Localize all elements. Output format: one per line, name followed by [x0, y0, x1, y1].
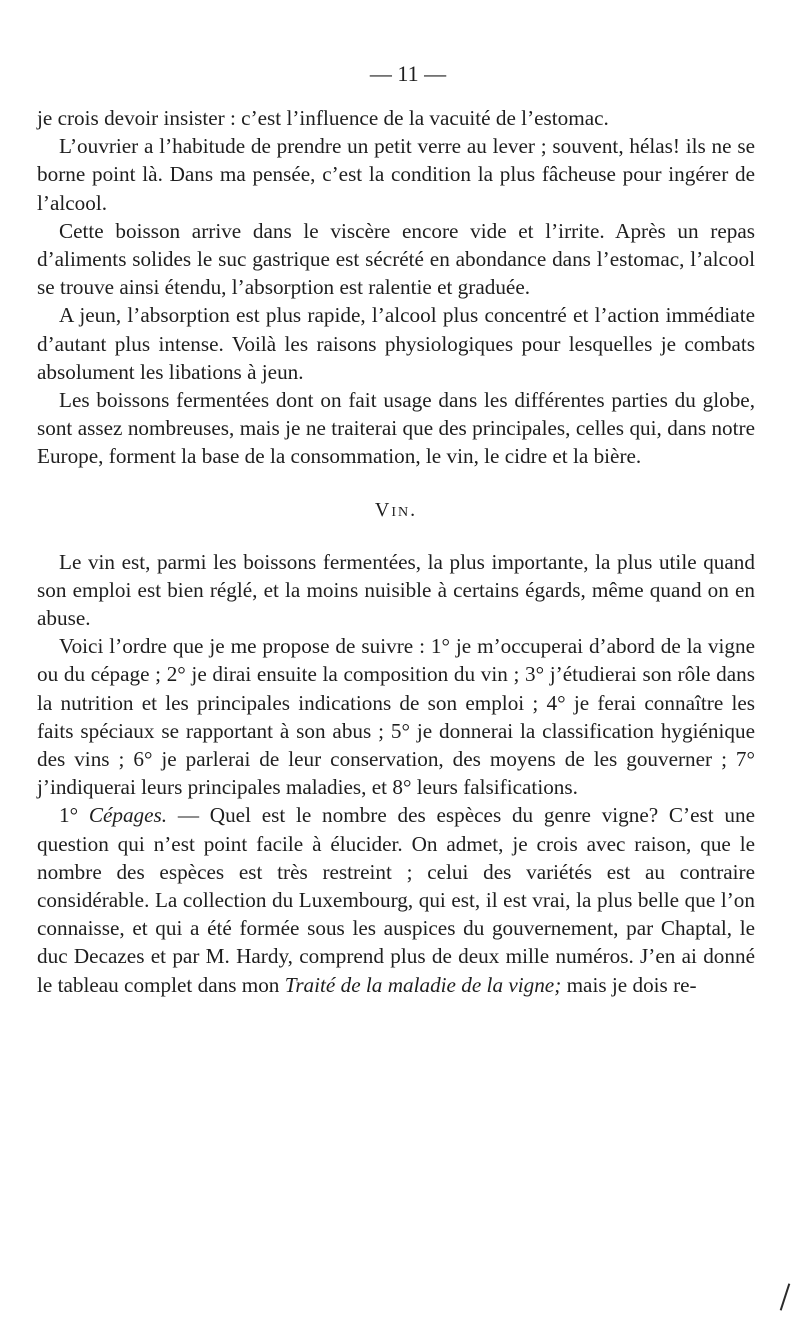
cepages-number: 1° [59, 803, 79, 828]
paragraph-ordre: Voici l’ordre que je me propose de suivre : 1° je m’occuperai d’abord de la vigne ou du cépage ; 2° je dirai ensuite la composition du vin ; 3° j’étudierai son rôle dans la nutrition et les principales indications de son emploi ; 4° je ferai connaître les faits spéciaux se rapportant à son abus ; 5° je donnerai la classification hygiénique des vins ; 6° je parlerai de leur conservation, des moyens de les gouverner ; 7° j’indiquerai leurs principales maladies, et 8° leurs falsifications. [37, 634, 755, 800]
paragraph-vin-importance: Le vin est, parmi les boissons fermentées, la plus importante, la plus utile quand son emploi est bien réglé, et la moins nuisible à certains égards, même quand on en abuse. [37, 549, 755, 631]
paragraph-ouvrier: L’ouvrier a l’habitude de prendre un petit verre au lever ; souvent, hélas! ils ne se borne point là. Dans ma pensée, c’est la condition la plus fâcheuse pour ingérer de l’alcool. [37, 134, 755, 215]
traite-title: Traité de la maladie de la vigne; [284, 972, 562, 997]
cepages-subheading: Cépages. [88, 803, 168, 828]
cepages-text-b: mais je dois re- [561, 972, 697, 997]
paragraph-a-jeun: A jeun, l’absorption est plus rapide, l’alcool plus concentré et l’action immédiate d’autant plus intense. Voilà les raisons physiologiques pour lesquelles je combats absolument les libations à jeun. [37, 303, 755, 384]
paragraph-continuation: je crois devoir insister : c’est l’influence de la vacuité de l’estomac. [37, 106, 609, 130]
book-page [37, 60, 755, 999]
paragraph-boissons-fermentees: Les boissons fermentées dont on fait usage dans les différentes parties du globe, sont assez nombreuses, mais je ne traiterai que des principales, celles qui, dans notre Europe, forment la base de la consommation, le vin, le cidre et la bière. [37, 388, 755, 469]
section-heading-vin: Vin. [374, 498, 418, 521]
page-number: — 11 — [369, 61, 447, 86]
paragraph-cepages [37, 801, 755, 998]
paragraph-boisson: Cette boisson arrive dans le viscère encore vide et l’irrite. Après un repas d’aliments solides le suc gastrique est sécrété en abondance dans l’estomac, l’alcool se trouve ainsi étendu, l’absorption est ralentie et graduée. [37, 218, 755, 300]
cepages-text-a: — Quel est le nombre des espèces du genre vigne? C’est une question qui n’est point facile à élucider. On admet, je crois avec raison, que le nombre des espèces est très restreint ; celui des variétés est au contraire considérable. La collection du Luxembourg, qui est, il est vrai, la plus belle que l’on connaisse, et qui a été formée sous les auspices du gouvernement, par Chaptal, le duc Decazes et par M. Hardy, comprend plus de deux mille numéros. J’en ai donné le tableau complet dans mon [37, 803, 755, 997]
margin-mark [780, 1283, 791, 1310]
